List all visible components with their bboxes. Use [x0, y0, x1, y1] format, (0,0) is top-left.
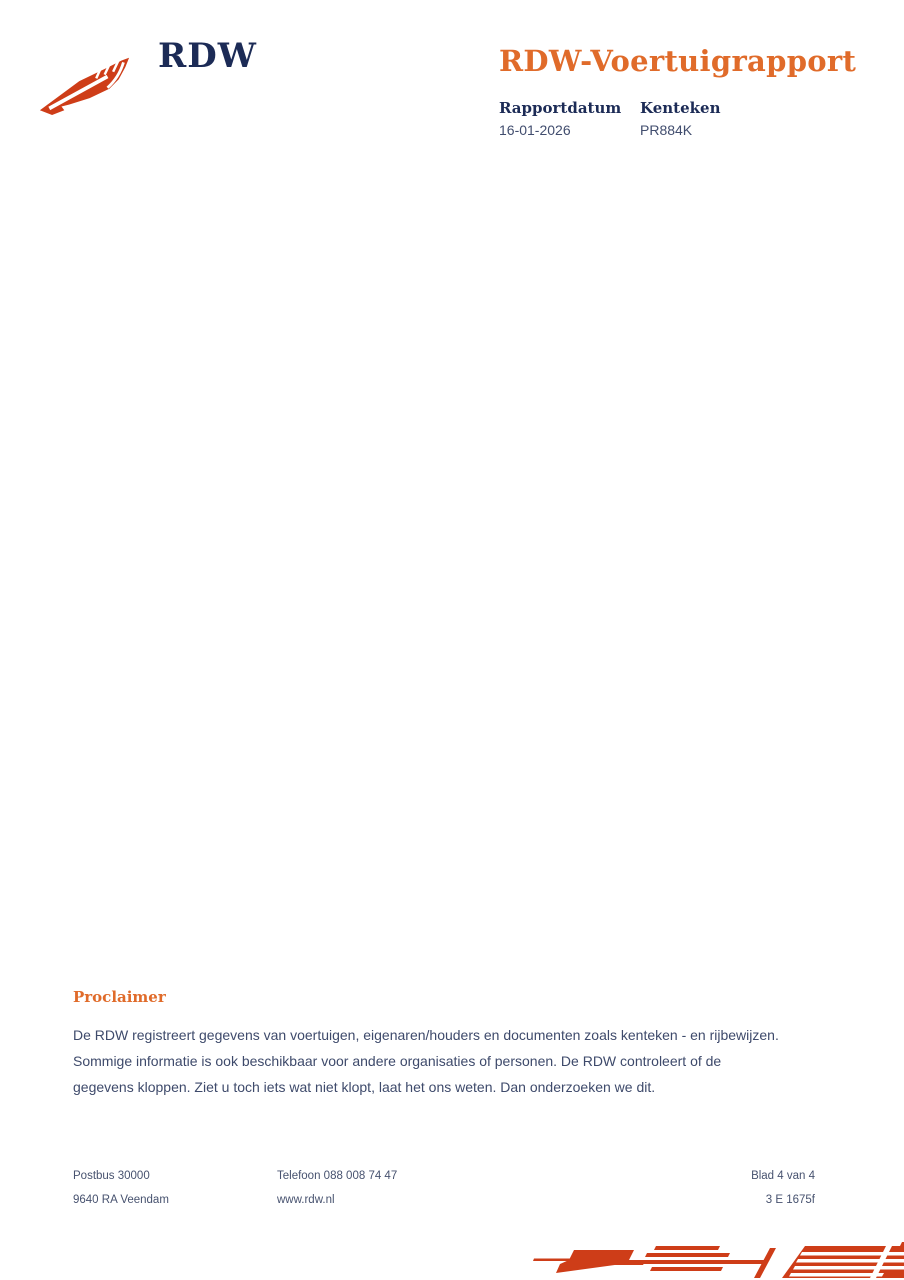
proclaimer-body: De RDW registreert gegevens van voertuigen, eigenaren/houders en documenten zoals kenteken - en rijbewijzen. Sommige informatie is ook beschikbaar voor andere organisaties of personen. De RDW controleert of de gegevens kloppen. Ziet u toch iets wat niet klopt, laat het ons weten. Dan onderzoeken we dit.	[73, 1027, 779, 1095]
report-meta	[499, 99, 869, 138]
rdw-wordmark: RDW	[158, 36, 257, 76]
footer-city: 9640 RA Veendam	[73, 1194, 169, 1206]
footer-phone: Telefoon 088 008 74 47	[277, 1170, 398, 1182]
license-plate-field	[640, 99, 720, 138]
proclaimer-heading: Proclaimer	[73, 988, 166, 1006]
license-plate-value: PR884K	[640, 122, 693, 138]
report-date-label: Rapportdatum	[499, 99, 622, 117]
footer-stripes-graphic	[514, 1240, 904, 1280]
footer-address	[73, 1170, 277, 1206]
report-date-field	[499, 99, 640, 138]
title-block	[499, 44, 869, 138]
footer-form-code: 3 E 1675f	[765, 1194, 815, 1206]
page-footer	[73, 1170, 815, 1206]
footer-page-indicator: Blad 4 van 4	[751, 1170, 815, 1182]
report-date-value: 16-01-2026	[499, 122, 571, 138]
footer-website: www.rdw.nl	[277, 1194, 335, 1206]
footer-page-info	[695, 1170, 815, 1206]
license-plate-label: Kenteken	[640, 99, 721, 117]
footer-contact	[277, 1170, 695, 1206]
report-title: RDW-Voertuigrapport	[499, 44, 857, 78]
rdw-flag-logo	[38, 52, 146, 116]
proclaimer-section	[73, 988, 785, 1100]
footer-postbus: Postbus 30000	[73, 1170, 150, 1182]
